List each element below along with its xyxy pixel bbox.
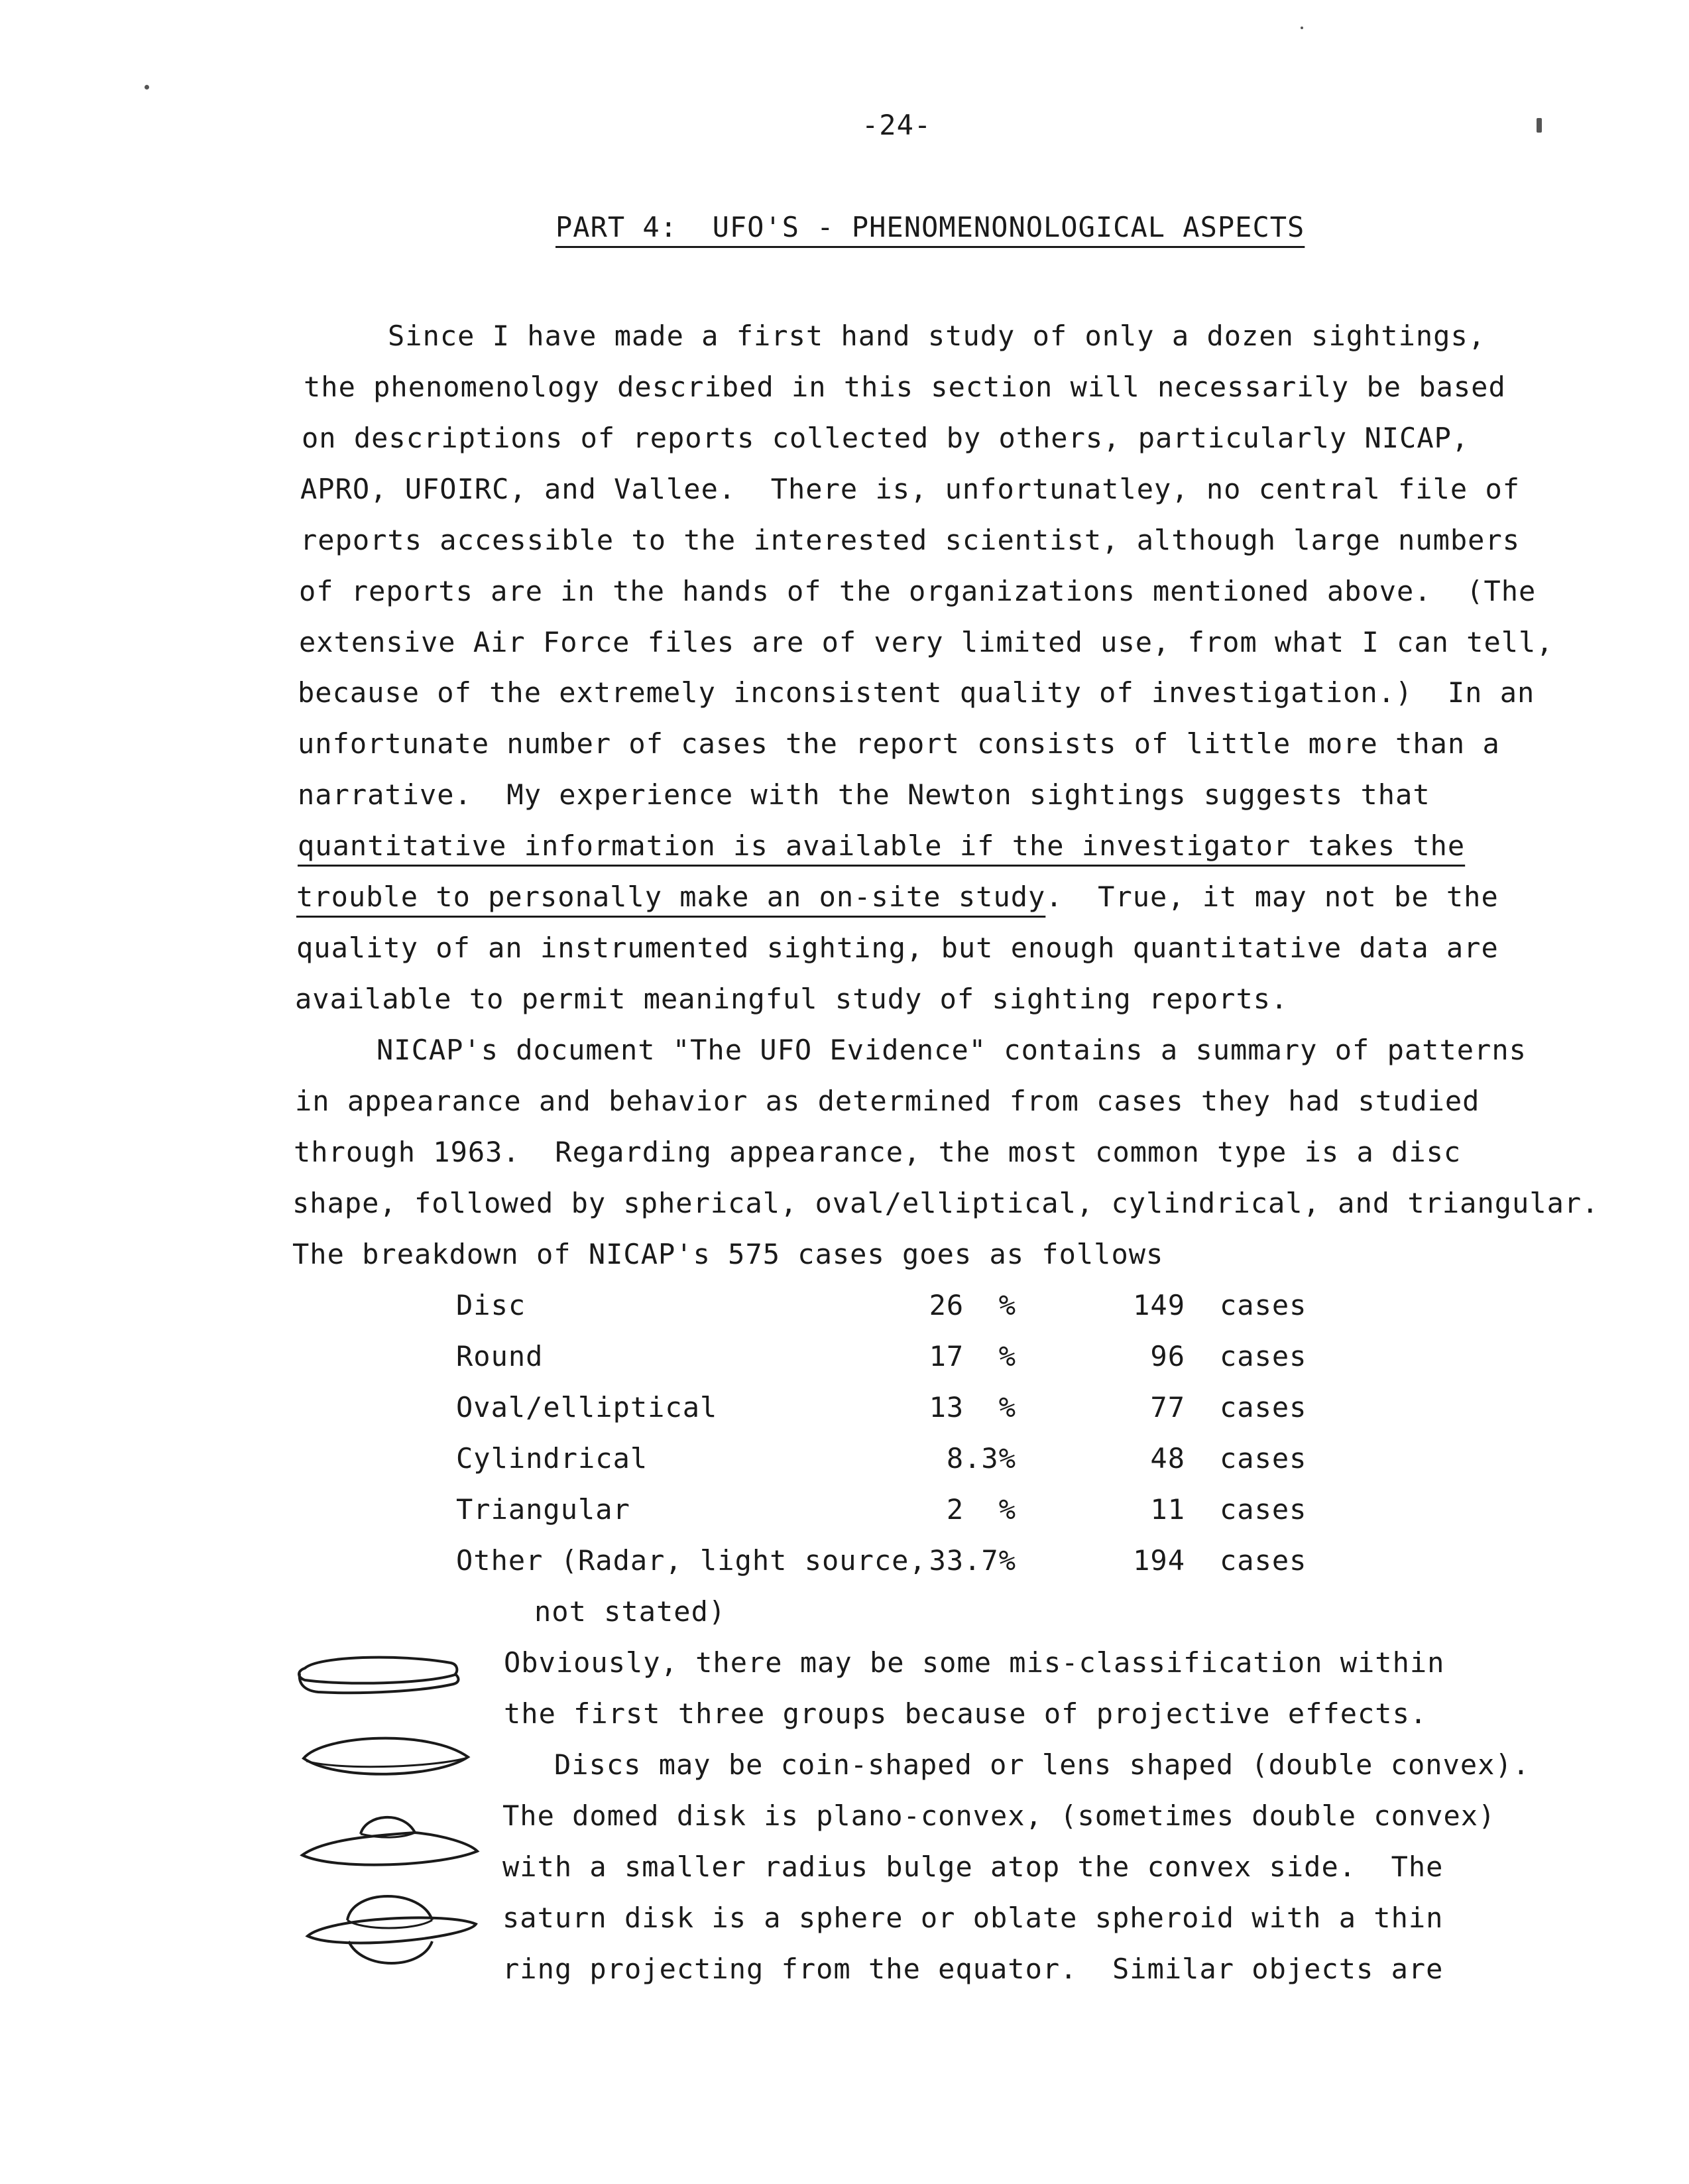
text-line: Since I have made a first hand study of only a dozen sightings, <box>388 320 1486 352</box>
underlined-phrase: trouble to personally make an on-site study <box>296 880 1046 913</box>
scan-speck <box>1537 118 1542 133</box>
text-line: through 1963. Regarding appearance, the most common type is a disc <box>294 1136 1462 1168</box>
text-line: Discs may be coin-shaped or lens shaped (double convex). <box>554 1748 1531 1781</box>
underlined-text-line: quantitative information is available if the investigator takes the <box>298 829 1466 862</box>
text-line: because of the extremely inconsistent quality of investigation.) In an <box>298 676 1535 709</box>
unit-cell: cases <box>1220 1442 1307 1475</box>
percent-cell: 26 % <box>929 1289 1016 1321</box>
text-line: the first three groups because of projective effects. <box>504 1697 1428 1730</box>
section-title: PART 4: UFO'S - PHENOMENONOLOGICAL ASPECTS <box>555 211 1305 243</box>
text-line: available to permit meaningful study of sighting reports. <box>295 983 1289 1015</box>
shape-cell: Disc <box>456 1289 526 1321</box>
text-line: of reports are in the hands of the organizations mentioned above. (The <box>299 575 1537 607</box>
saturn-disc-sketch <box>302 1878 488 1977</box>
unit-cell: cases <box>1220 1340 1307 1372</box>
shape-cell: Triangular <box>456 1493 630 1526</box>
unit-cell: cases <box>1220 1289 1307 1321</box>
text-line: saturn disk is a sphere or oblate spheroid with a thin <box>502 1902 1444 1934</box>
percent-cell: 33.7% <box>929 1544 1016 1577</box>
text-line: APRO, UFOIRC, and Vallee. There is, unfortunatley, no central file of <box>300 473 1521 505</box>
count-cell: 77 <box>1150 1391 1185 1424</box>
count-cell: 48 <box>1150 1442 1185 1475</box>
scan-speck <box>145 85 149 90</box>
text-line: The domed disk is plano-convex, (sometimes double convex) <box>502 1799 1496 1832</box>
percent-cell: 8.3% <box>946 1442 1016 1475</box>
percent-cell: 17 % <box>929 1340 1016 1372</box>
domed-disc-sketch <box>297 1802 483 1882</box>
unit-cell: cases <box>1220 1493 1307 1526</box>
text-line: ring projecting from the equator. Similar objects are <box>502 1953 1444 1985</box>
scan-speck <box>1301 27 1303 29</box>
count-cell: 194 <box>1133 1544 1185 1577</box>
line-remainder: . True, it may not be the <box>1045 880 1499 913</box>
text-line: NICAP's document "The UFO Evidence" contains a summary of patterns <box>377 1034 1527 1066</box>
shape-cell: Other (Radar, light source, <box>456 1544 927 1577</box>
unit-cell: cases <box>1220 1391 1307 1424</box>
text-line: in appearance and behavior as determined from cases they had studied <box>295 1085 1480 1117</box>
lens-disc-sketch <box>297 1720 476 1793</box>
text-line: shape, followed by spherical, oval/elliptical, cylindrical, and triangular. <box>292 1187 1600 1219</box>
text-line: The breakdown of NICAP's 575 cases goes as follows <box>292 1238 1164 1270</box>
text-line <box>296 880 1499 913</box>
percent-cell: 2 % <box>946 1493 1016 1526</box>
count-cell: 96 <box>1150 1340 1185 1372</box>
text-line: with a smaller radius bulge atop the convex side. The <box>502 1850 1444 1883</box>
text-line: unfortunate number of cases the report consists of little more than a <box>298 727 1500 760</box>
count-cell: 149 <box>1133 1289 1185 1321</box>
text-line: extensive Air Force files are of very limited use, from what I can tell, <box>299 626 1554 658</box>
coin-disc-sketch <box>292 1644 464 1704</box>
text-line: reports accessible to the interested scientist, although large numbers <box>300 524 1521 556</box>
percent-cell: 13 % <box>929 1391 1016 1424</box>
page-number: -24- <box>862 109 932 141</box>
text-line: Obviously, there may be some mis-classification within <box>504 1646 1445 1679</box>
count-cell: 11 <box>1150 1493 1185 1526</box>
shape-cell: Cylindrical <box>456 1442 648 1475</box>
row-continuation: not stated) <box>534 1595 727 1628</box>
text-line: narrative. My experience with the Newton sightings suggests that <box>298 778 1430 811</box>
shape-cell: Round <box>456 1340 544 1372</box>
unit-cell: cases <box>1220 1544 1307 1577</box>
text-line: on descriptions of reports collected by others, particularly NICAP, <box>302 422 1470 454</box>
text-line: quality of an instrumented sighting, but enough quantitative data are <box>296 932 1499 964</box>
text-line: the phenomenology described in this section will necessarily be based <box>304 371 1506 403</box>
shape-cell: Oval/elliptical <box>456 1391 718 1424</box>
